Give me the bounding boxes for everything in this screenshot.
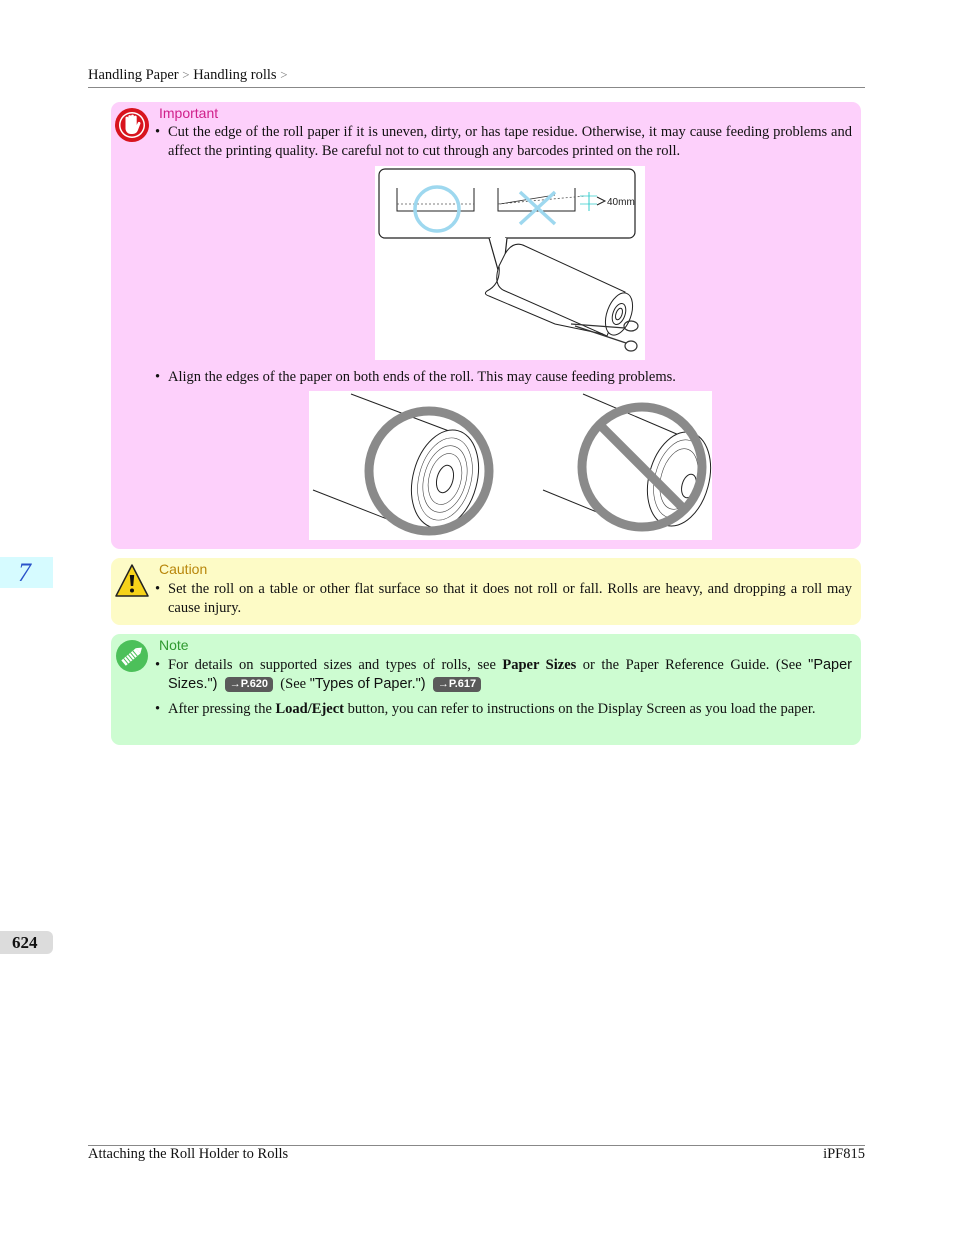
text-run: After pressing the	[168, 701, 276, 717]
breadcrumb-separator: >	[182, 67, 190, 82]
breadcrumb-item[interactable]: Handling Paper	[88, 67, 179, 83]
chapter-tab[interactable]	[0, 557, 53, 588]
bold-term: Load/Eject	[275, 701, 344, 717]
text-run: or the Paper Reference Guide. (See	[576, 657, 809, 673]
roll-alignment-illustration	[309, 391, 712, 540]
stop-hand-icon	[114, 107, 150, 143]
bullet-text: Align the edges of the paper on both ends of the roll. This may cause feeding problems.	[168, 369, 676, 385]
bullet-dot: •	[155, 701, 161, 717]
paper-sizes-link[interactable]: "Paper Sizes.")	[168, 657, 853, 692]
page-ref-badge[interactable]: →P.617	[433, 677, 481, 692]
chapter-number: 7	[18, 558, 31, 587]
bullet-dot: •	[155, 124, 161, 140]
list-item	[155, 656, 852, 694]
footer-model-name: iPF815	[823, 1146, 865, 1162]
page-number-tab	[0, 931, 53, 954]
breadcrumb-separator: >	[280, 67, 288, 82]
list-item	[155, 368, 852, 387]
warning-icon	[114, 563, 150, 599]
roll-cut-illustration	[375, 166, 645, 360]
important-box	[111, 102, 861, 549]
caution-box	[111, 558, 861, 625]
note-title: Note	[159, 637, 189, 653]
note-box	[111, 634, 861, 745]
breadcrumb	[88, 67, 865, 84]
list-item	[155, 700, 852, 719]
caution-title: Caution	[159, 561, 208, 577]
bullet-text: Cut the edge of the roll paper if it is uneven, dirty, or has tape residue. Otherwise, it may cause feeding problems and affect the printing quality. Be careful not to cut through any barcodes printed on the roll.	[168, 124, 852, 159]
important-title: Important	[159, 105, 219, 121]
bold-term: Paper Sizes	[502, 657, 577, 673]
roll-alignment-svg	[309, 391, 712, 540]
text-run: button, you can refer to instructions on the Display Screen as you load the paper.	[343, 701, 816, 717]
bullet-dot: •	[155, 369, 161, 385]
header-divider	[88, 87, 865, 88]
page-number: 624	[12, 933, 38, 952]
list-item	[155, 123, 852, 161]
fig1-dimension-label: 40mm	[607, 197, 635, 208]
bullet-text	[168, 700, 852, 719]
page-ref-badge[interactable]: →P.620	[225, 677, 273, 692]
bullet-text: Set the roll on a table or other flat surface so that it does not roll or fall. Rolls are heavy, and dropping a roll may cause injury.	[168, 581, 852, 616]
bullet-dot: •	[155, 657, 161, 673]
breadcrumb-item[interactable]: Handling rolls	[193, 67, 277, 83]
text-run: (See	[280, 676, 310, 692]
bullet-text	[168, 656, 852, 694]
text-run: For details on supported sizes and types of rolls, see	[168, 657, 503, 673]
footer-section-title: Attaching the Roll Holder to Rolls	[88, 1146, 289, 1162]
bullet-dot: •	[155, 581, 161, 597]
roll-cut-svg	[375, 166, 645, 360]
list-item	[155, 580, 852, 618]
pencil-icon	[114, 638, 150, 674]
types-of-paper-link[interactable]: "Types of Paper.")	[309, 676, 426, 692]
